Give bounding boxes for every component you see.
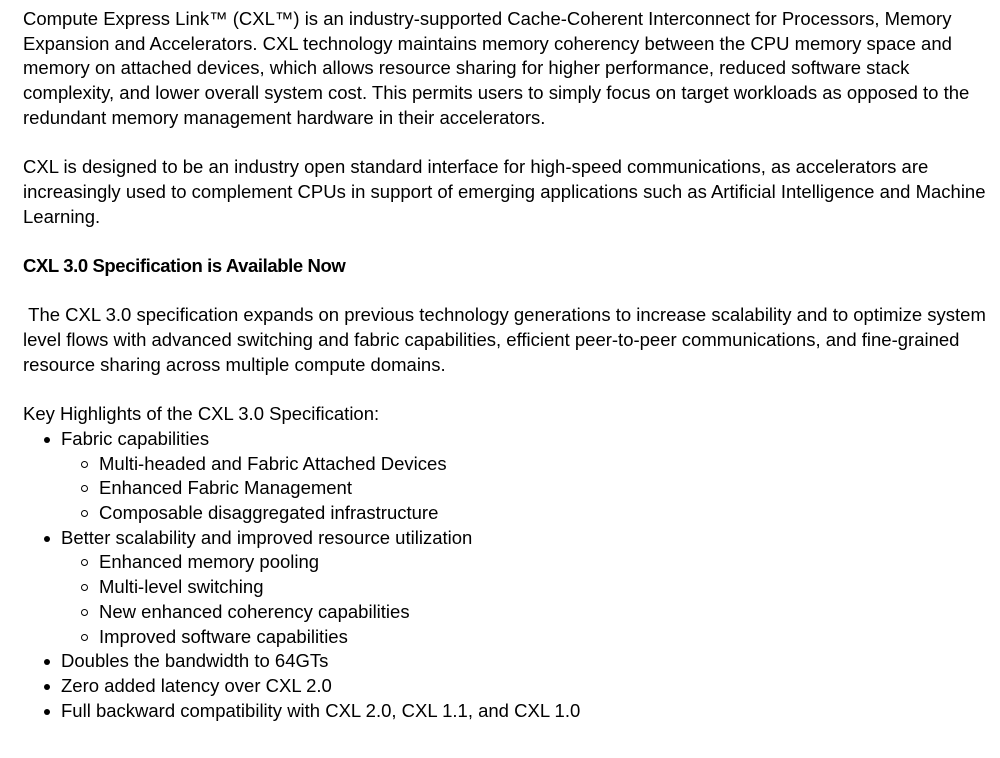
paragraph-gap [23, 131, 995, 156]
highlights-list [23, 427, 995, 723]
highlight-subitem: Composable disaggregated infrastructure [61, 501, 995, 526]
highlight-subitem: Multi-headed and Fabric Attached Devices [61, 452, 995, 477]
intro-paragraph-2: CXL is designed to be an industry open standard interface for high-speed communications, as accelerators are increasingly used to complement CPUs in support of emerging applications such as Artificial Intelligence and Machine Learning. [23, 156, 986, 227]
highlight-label: Better scalability and improved resource utilization [61, 526, 473, 548]
highlight-subitem: New enhanced coherency capabilities [61, 600, 995, 625]
highlight-sublist [61, 452, 995, 526]
highlight-label: Fabric capabilities [61, 427, 210, 449]
paragraph-gap [23, 378, 995, 403]
highlight-sublist [61, 550, 995, 649]
highlight-subitem: Enhanced Fabric Management [61, 476, 995, 501]
document-body [23, 7, 995, 723]
highlight-item-scalability [23, 526, 995, 650]
section-paragraph: The CXL 3.0 specification expands on previous technology generations to increase scalability and to optimize system level flows with advanced switching and fabric capabilities, efficient peer-to-peer communications, and fine-grained resource sharing across multiple compute domains. [23, 304, 992, 375]
highlights-intro: Key Highlights of the CXL 3.0 Specification: [23, 403, 380, 425]
highlight-item-latency: Zero added latency over CXL 2.0 [23, 674, 995, 699]
paragraph-gap [23, 229, 995, 254]
highlight-subitem: Multi-level switching [61, 575, 995, 600]
highlight-item-fabric [23, 427, 995, 526]
intro-paragraph-1: Compute Express Link™ (CXL™) is an industry-supported Cache-Coherent Interconnect for Processors, Memory Expansion and Accelerators. CXL technology maintains memory coherency between the CPU memory space and memory on attached devices, which allows resource sharing for higher performance, reduced software stack complexity, and lower overall system cost. This permits users to simply focus on target workloads as opposed to the redundant memory management hardware in their accelerators. [23, 8, 970, 128]
highlight-subitem: Enhanced memory pooling [61, 550, 995, 575]
paragraph-gap [23, 279, 995, 304]
highlight-item-bandwidth: Doubles the bandwidth to 64GTs [23, 649, 995, 674]
highlight-subitem: Improved software capabilities [61, 625, 995, 650]
section-heading: CXL 3.0 Specification is Available Now [23, 255, 346, 276]
highlight-item-compatibility: Full backward compatibility with CXL 2.0, CXL 1.1, and CXL 1.0 [23, 699, 995, 724]
